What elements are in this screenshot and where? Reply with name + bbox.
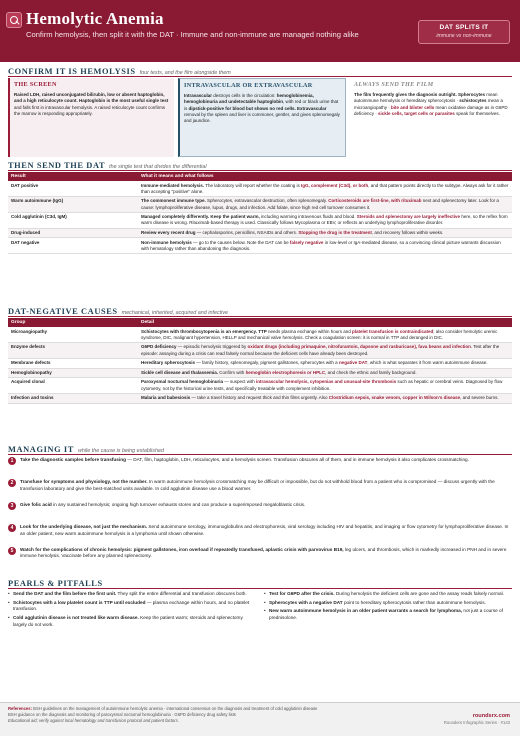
neg-subheading: mechanical, inherited, acquired and infective bbox=[121, 310, 229, 316]
row-label: Drug-induced bbox=[8, 228, 138, 238]
dat-row bbox=[8, 181, 512, 196]
pearl-text: During hemolysis the deficient cells are gone and the assay reads falsely normal. bbox=[334, 591, 504, 596]
pearl-text: — plasma exchange within hours, and no platelet transfusion. bbox=[13, 599, 250, 612]
row-detail bbox=[138, 393, 512, 403]
step-number: 3 bbox=[8, 502, 16, 510]
dat-subheading: the single test that divides the differential bbox=[109, 164, 207, 170]
step-bold: Transfuse for symptoms and physiology, not the number. bbox=[20, 479, 148, 485]
row-label: DAT positive bbox=[8, 181, 138, 196]
detail-text: — suspect with bbox=[223, 379, 257, 385]
film-text-1: mean autoimmune hemolysis or hereditary spherocytosis · bbox=[354, 91, 498, 104]
intra-bold-1: Intravascular bbox=[184, 92, 213, 98]
badge-title: DAT SPLITS IT bbox=[439, 24, 489, 31]
section-rule bbox=[8, 454, 512, 455]
row-label: Cold agglutinin (C3d, IgM) bbox=[8, 213, 138, 229]
pearl-bold: Test for G6PD after the crisis. bbox=[269, 591, 335, 596]
detail-text: Spherocytes, extravascular destruction, often splenomegaly. bbox=[205, 198, 329, 204]
row-detail bbox=[138, 238, 512, 254]
row-label: DAT negative bbox=[8, 238, 138, 254]
film-bold-5: sickle cells, target cells or parasites bbox=[378, 110, 455, 116]
pearl-bold: New warm autoimmune hemolysis in an older patient warrants a search for lymphoma, bbox=[269, 608, 463, 614]
row-detail bbox=[138, 359, 512, 369]
card-body bbox=[184, 93, 341, 125]
step-bold: Look for the underlying disease, not just the mechanism. bbox=[20, 524, 148, 530]
step-text: in any sustained hemolysis; ongoing high turnover exhausts stores and can produce a superimposed megaloblastic crisis. bbox=[51, 501, 306, 507]
header-banner bbox=[0, 0, 520, 62]
detail-text: , and recovery follows within weeks. bbox=[371, 230, 444, 235]
row-detail bbox=[138, 327, 512, 342]
page-subtitle: Confirm hemolysis, then split it with the DAT · Immune and non-immune are managed nothing alike bbox=[26, 30, 359, 39]
detail-text: needs plasma exchange within hours and bbox=[266, 328, 353, 334]
row-detail bbox=[138, 197, 512, 213]
dat-heading-text: THEN SEND THE DAT bbox=[8, 161, 106, 170]
row-detail bbox=[138, 343, 512, 359]
detail-text: The laboratory will report whether the coating is bbox=[204, 182, 301, 188]
manage-heading-text: MANAGING IT bbox=[8, 445, 74, 454]
detail-bold-red: platelet transfusion is contraindicated bbox=[352, 328, 434, 334]
pearl-item bbox=[8, 600, 254, 613]
detail-text: next and splenectomy later. Look for a cause: lymphoproliferative disease, lupus, drugs, and infection. Add folate, since high red cell turnover consumes it. bbox=[141, 198, 499, 210]
pearls-right-list bbox=[264, 591, 512, 624]
pearl-text: point to hereditary spherocytosis rather than autoimmune hemolysis. bbox=[342, 599, 486, 605]
row-label: Enzyme defects bbox=[8, 343, 138, 359]
row-detail bbox=[138, 213, 512, 229]
card-intravascular bbox=[178, 78, 346, 157]
intra-text-3: removal by the spleen and liver is commoner, gentler, and gives splenomegaly and jaundice. bbox=[184, 111, 340, 124]
detail-bold: Sickle cell disease and thalassemia. bbox=[141, 369, 219, 375]
detail-text: , and check the ethnic and family background. bbox=[325, 369, 417, 375]
detail-bold-red: Stopping the drug is the treatment bbox=[298, 230, 372, 235]
magnifier-logo-icon bbox=[6, 12, 22, 28]
section-rule bbox=[8, 76, 512, 77]
row-detail bbox=[138, 228, 512, 238]
confirm-subheading: four tests, and the film alongside them bbox=[139, 70, 231, 76]
screen-bold-2: Haptoglobin is the most useful single test bbox=[79, 98, 169, 104]
row-label: Hemoglobinopathy bbox=[8, 368, 138, 378]
step-number: 2 bbox=[8, 479, 16, 487]
row-label: Membrane defects bbox=[8, 359, 138, 369]
management-step bbox=[8, 524, 512, 546]
references-label: References: bbox=[8, 706, 32, 711]
manage-subheading: while the cause is being established bbox=[77, 448, 164, 454]
dat-table bbox=[8, 172, 512, 254]
dat-col-result: Result bbox=[8, 172, 138, 181]
row-label: Warm autoimmune (IgG) bbox=[8, 197, 138, 213]
detail-text: ; also consider hemolytic uremic syndrome, DIC, malignant hypertension, HELLP and mechanical valve hemolysis. Check a coagulation screen: it is normal in TTP and deranged in DIC. bbox=[141, 328, 498, 340]
detail-text: . Test after the episode: assaying during a crisis can read falsely normal because the deficient cells have already been destroyed. bbox=[141, 344, 500, 356]
management-steps bbox=[8, 457, 512, 569]
site-link[interactable]: roundsrx.com bbox=[472, 713, 510, 719]
pearl-text: They split the entire differential and transfusion obscures both. bbox=[116, 591, 247, 596]
detail-text: — go to the causes below. Note the DAT can be bbox=[191, 239, 290, 245]
detail-bold-red: Clostridium sepsis, snake venom, copper in Wilson's disease bbox=[328, 395, 461, 401]
intra-bold-2: hemoglobinemia, hemoglobinuria and undetectable haptoglobin bbox=[184, 92, 314, 105]
detail-bold: Review every recent drug bbox=[141, 230, 196, 235]
row-detail bbox=[138, 378, 512, 394]
dat-row bbox=[8, 238, 512, 254]
detail-bold-red: Steroids and splenectomy are largely ineffective bbox=[356, 214, 461, 220]
film-text-4: speak for themselves. bbox=[454, 110, 500, 116]
detail-bold: Non-immune hemolysis bbox=[141, 239, 192, 245]
pearls-heading-text: PEARLS & PITFALLS bbox=[8, 579, 103, 588]
card-film bbox=[350, 78, 512, 157]
series-label: Rounders Infographic Series · #143 bbox=[443, 720, 510, 725]
dat-row bbox=[8, 213, 512, 229]
cause-row bbox=[8, 368, 512, 378]
section-rule bbox=[8, 588, 512, 589]
header-badge bbox=[418, 20, 510, 44]
step-text: In warm autoimmune hemolysis crossmatching may be difficult or impossible, but do not withhold blood from a patient who is compromised — discuss urgently with the transfusion laboratory and give the best-matched units available. In cold agglutinin disease use a blood warmer. bbox=[20, 479, 495, 491]
card-the-screen bbox=[8, 78, 174, 157]
intra-bold-4: Extravascular bbox=[297, 105, 327, 111]
pearl-bold: Send the DAT and the film before the first unit. bbox=[13, 591, 117, 596]
management-step bbox=[8, 547, 512, 569]
intra-text-2: , with red or black urine that is bbox=[184, 99, 339, 111]
intra-text-1: destroys cells in the circulation: bbox=[212, 92, 277, 98]
dat-negative-table bbox=[8, 318, 512, 404]
neg-heading-text: DAT-NEGATIVE CAUSES bbox=[8, 307, 118, 316]
detail-text: — episodic hemolysis triggered by bbox=[176, 344, 248, 350]
detail-bold-red: IgG, complement (C3d), or both bbox=[301, 182, 369, 188]
detail-text: , which is what separates it from warm autoimmune disease. bbox=[367, 360, 488, 366]
row-label: Microangiopathy bbox=[8, 327, 138, 342]
detail-text: such as hepatic or cerebral veins. Diagnosed by flow cytometry, not by the historical urine tests, and specifically treatable with complement inhibition. bbox=[141, 379, 503, 391]
reference-line-1: BSH guidelines on the management of autoimmune hemolytic anemia · international consensus on the diagnosis and treatment of cold agglutinin disease bbox=[31, 706, 318, 711]
detail-text: Confirm with bbox=[218, 369, 246, 375]
row-label: Acquired clonal bbox=[8, 378, 138, 394]
reference-line-2: BSH guidance on the diagnosis and monitoring of paroxysmal nocturnal hemoglobinuria · G6PD deficiency drug safety lists bbox=[8, 712, 236, 718]
detail-bold-red: intravascular hemolysis, cytopenias and unusual-site thrombosis bbox=[256, 379, 397, 385]
neg-col-group: Group bbox=[8, 318, 138, 327]
detail-bold: Managed completely differently. Keep the patient warm, bbox=[141, 214, 260, 220]
cause-row bbox=[8, 393, 512, 403]
footer bbox=[0, 702, 520, 736]
dat-row bbox=[8, 228, 512, 238]
section-rule bbox=[8, 316, 512, 317]
screen-bold-1: Raised LDH, raised unconjugated bilirubin, low or absent haptoglobin, and a high reticulocyte count. bbox=[14, 91, 165, 104]
detail-text: in low-level or IgA-mediated disease, so a convincing clinical picture warrants discussion with hematology rather than abandoning the diagnosis. bbox=[141, 239, 501, 251]
detail-text: — family history, splenomegaly, pigment gallstones, spherocytes with a bbox=[195, 360, 339, 366]
intra-bold-3: dipstick-positive for blood but shows no red cells. bbox=[188, 105, 296, 111]
step-text: Send autoimmune serology, immunoglobulins and electrophoresis, viral serology including HIV and hepatitis, and imaging or flow cytometry for lymphoproliferative disease. In an older patient, new warm autoimmune hemolysis is a lymphoma until shown otherwise. bbox=[20, 524, 509, 536]
card-body bbox=[14, 92, 170, 118]
film-bold-2: Spherocytes bbox=[458, 91, 486, 97]
detail-bold: Schistocytes with thrombocytopenia is an emergency. TTP bbox=[141, 328, 267, 334]
step-text: — DAT, film, haptoglobin, LDH, reticulocytes, and a hemolysis screen. Transfusion obscures all of them, and in immune hemolysis it also complicates crossmatching. bbox=[125, 457, 469, 462]
section-rule bbox=[8, 170, 512, 171]
detail-text: here, so the reflex from warm disease is wrong. Rituximab-based therapy is used. Classically follows Mycoplasma or EBV, or reflects an underlying lymphoproliferative disorder. bbox=[141, 214, 508, 226]
film-bold-1: The film frequently gives the diagnosis outright. bbox=[354, 91, 457, 97]
detail-text: — take a travel history and request thick and thin films urgently. Also bbox=[190, 395, 329, 401]
pearl-text: not just a course of prednisolone. bbox=[269, 608, 503, 621]
row-detail bbox=[138, 368, 512, 378]
detail-text: , and that pattern points directly to the subtype. Always ask for it rather than accepting "positive" alone. bbox=[141, 182, 509, 194]
step-bold: Take the diagnostic samples before transfusing bbox=[20, 457, 126, 462]
pearl-item bbox=[264, 608, 512, 621]
confirm-heading-text: CONFIRM IT IS HEMOLYSIS bbox=[8, 67, 136, 76]
detail-text: including warming intravenous fluids and blood. bbox=[259, 214, 357, 220]
card-title: ALWAYS SEND THE FILM bbox=[354, 81, 434, 88]
pearl-item bbox=[8, 591, 254, 598]
step-number: 5 bbox=[8, 547, 16, 555]
detail-text: , and severe burns. bbox=[460, 395, 499, 401]
film-bold-3: schistocytes bbox=[459, 98, 487, 104]
pearl-text: Keep the patient warm; steroids and splenectomy largely do not work. bbox=[13, 615, 243, 627]
row-detail bbox=[138, 181, 512, 196]
cause-row bbox=[8, 378, 512, 394]
page-title: Hemolytic Anemia bbox=[26, 9, 164, 28]
card-title: THE SCREEN bbox=[14, 81, 57, 88]
step-number: 4 bbox=[8, 524, 16, 532]
detail-bold: Malaria and babesiosis bbox=[141, 395, 191, 401]
pearl-item bbox=[264, 600, 512, 607]
neg-col-detail: Detail bbox=[138, 318, 512, 327]
film-text-3: mean oxidative damage as in G6PD deficiency · bbox=[354, 104, 508, 116]
dat-col-meaning: What it means and what follows bbox=[138, 172, 512, 181]
dat-row bbox=[8, 197, 512, 213]
detail-bold-red: oxidant drugs (including primaquine, nitrofurantoin, dapsone and rasburicase), fava beans and infection bbox=[247, 344, 471, 350]
detail-bold-red: Corticosteroids are first-line, with rituximab bbox=[328, 198, 422, 204]
pearls-left-list bbox=[8, 591, 254, 630]
step-text: leg ulcers, and thrombosis, which is markedly increased in PNH and in severe immune hemolysis. Vaccinate before any planned splenectomy. bbox=[20, 546, 507, 559]
detail-bold: G6PD deficiency bbox=[141, 344, 177, 350]
cause-row bbox=[8, 327, 512, 342]
cause-row bbox=[8, 343, 512, 359]
film-bold-4: bite and blister cells bbox=[391, 104, 435, 110]
pearl-bold: Schistocytes with a low platelet count is TTP until excluded bbox=[13, 599, 146, 605]
step-bold: Give folic acid bbox=[20, 501, 52, 507]
pearl-bold: Spherocytes with a negative DAT bbox=[269, 599, 343, 605]
pearl-item bbox=[264, 591, 512, 598]
detail-bold-red: falsely negative bbox=[289, 239, 324, 245]
card-body bbox=[354, 92, 508, 118]
detail-bold: Hereditary spherocytosis bbox=[141, 360, 196, 366]
disclaimer: Educational aid; verify against local hematology and transfusion protocol and patient factors. bbox=[8, 718, 179, 724]
management-step bbox=[8, 457, 512, 479]
detail-text: — cephalosporins, penicillins, NSAIDs and others. bbox=[195, 230, 299, 235]
step-bold: Watch for the complications of chronic hemolysis: pigment gallstones, iron overload if repeatedly transfused, aplastic crisis with parvovirus B19, bbox=[20, 546, 344, 552]
row-label: Infection and toxins bbox=[8, 393, 138, 403]
detail-bold: Immune-mediated hemolysis. bbox=[141, 182, 205, 188]
film-text-2: mean a microangiopathy · bbox=[354, 98, 503, 110]
cause-row bbox=[8, 359, 512, 369]
detail-bold: Paroxysmal nocturnal hemoglobinuria bbox=[141, 379, 224, 385]
management-step bbox=[8, 502, 512, 524]
management-step bbox=[8, 479, 512, 501]
pearl-item bbox=[8, 615, 254, 628]
step-number: 1 bbox=[8, 457, 16, 465]
badge-subtitle: immune vs non-immune bbox=[436, 32, 492, 39]
detail-bold-red: negative DAT bbox=[338, 360, 368, 366]
card-title: INTRAVASCULAR OR EXTRAVASCULAR bbox=[184, 82, 313, 89]
detail-bold: The commonest immune type. bbox=[141, 198, 206, 204]
screen-text: and falls first in intravascular hemolysis. A raised reticulocyte count confirms the marrow is responding appropriately. bbox=[14, 104, 166, 116]
pearl-bold: Cold agglutinin disease is not treated like warm disease. bbox=[13, 615, 139, 621]
detail-bold-red: hemoglobin electrophoresis or HPLC bbox=[245, 369, 326, 375]
